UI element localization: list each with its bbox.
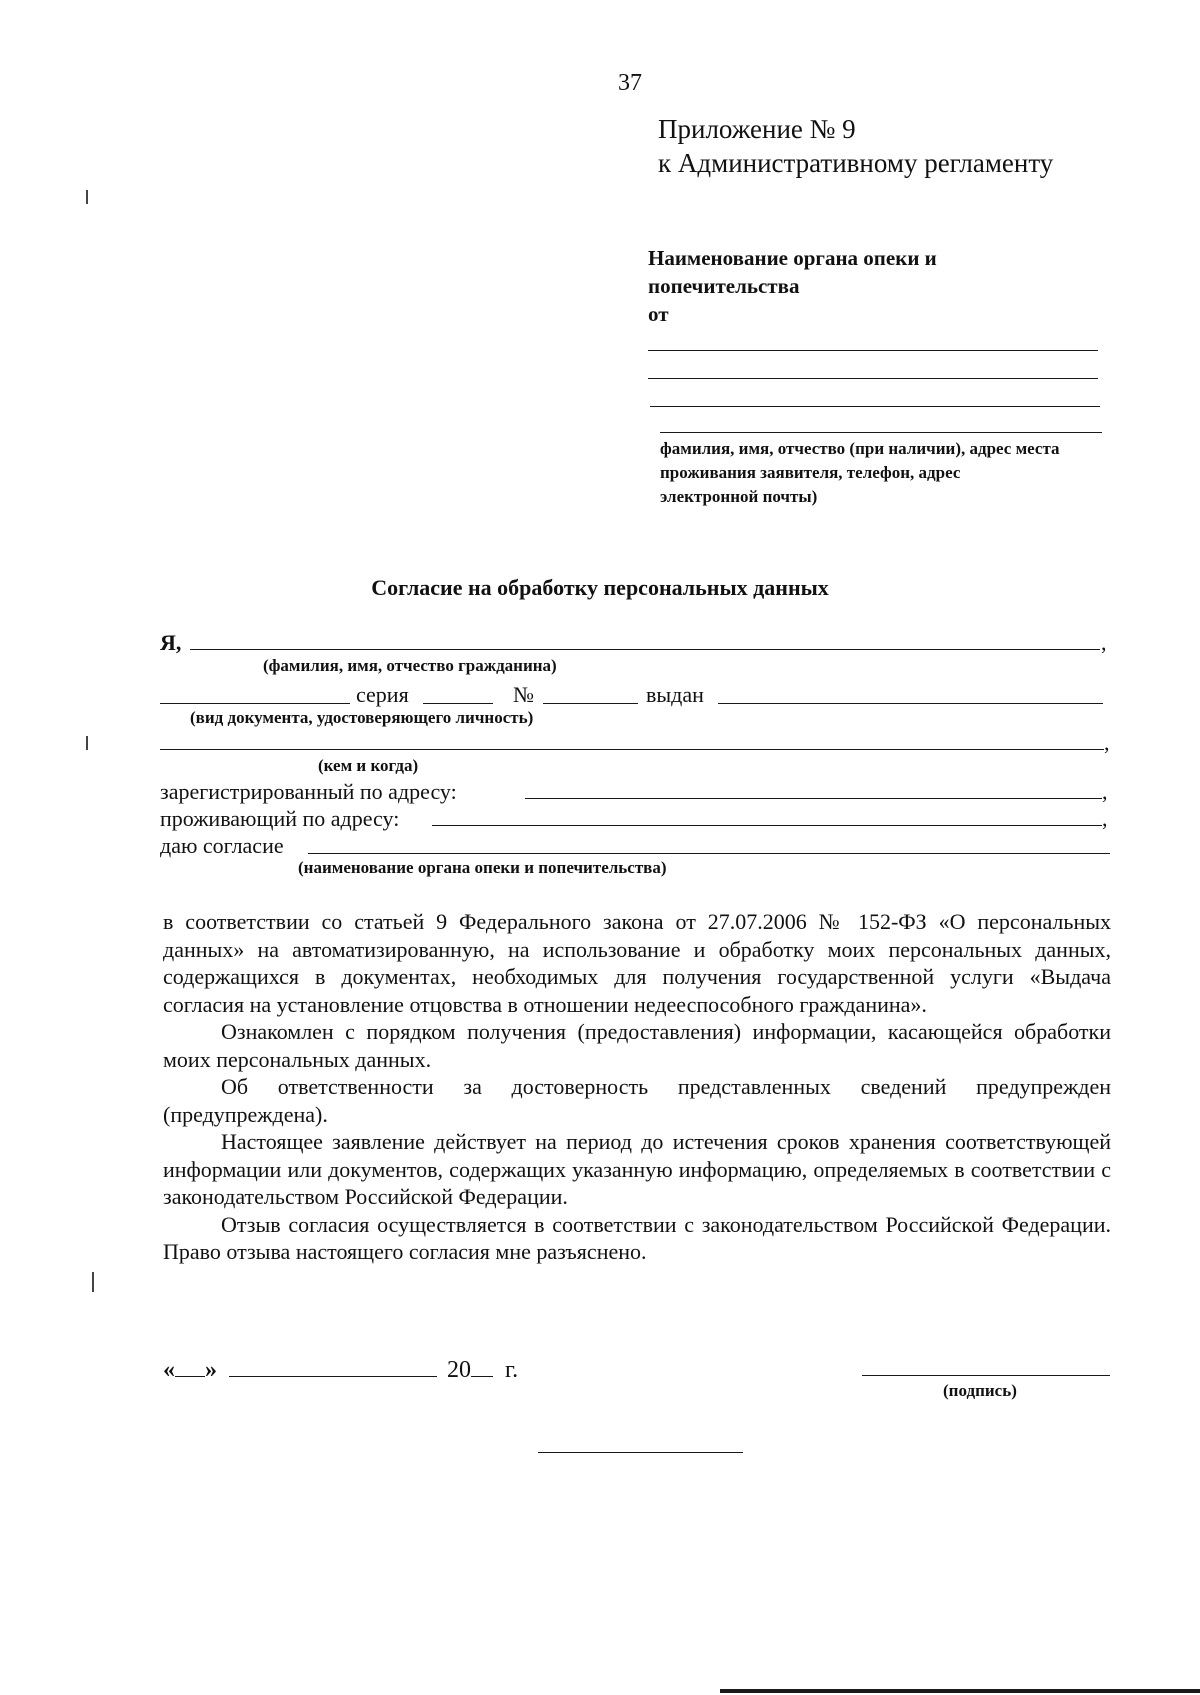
- issued-field-line[interactable]: [718, 703, 1103, 704]
- document-title: Согласие на обработку персональных данных: [371, 575, 829, 600]
- registered-label: зарегистрированный по адресу:: [160, 779, 457, 804]
- scan-mark-1: [86, 190, 88, 204]
- quote-open: «: [163, 1357, 175, 1383]
- appendix-line-1: Приложение № 9: [658, 114, 856, 144]
- applicant-blank-line-3[interactable]: [650, 406, 1100, 407]
- date-block: [163, 1357, 518, 1384]
- body-paragraph-3: Об ответственности за достоверность представленных сведений предупрежден (предупреждена).: [163, 1074, 1111, 1127]
- ya-label: Я,: [160, 630, 182, 655]
- body-paragraph-1: в соответствии со статьей 9 Федерального закона от 27.07.2006 № 152-ФЗ «О персональных данных» на автоматизированную, на использование и обработку моих персональных данных, содержащихся в документах, необходимых для получения государственной услуги «Выдача согласия на установление отцовства в отношении недееспособного гражданина».: [163, 909, 1111, 1017]
- scan-mark-2: [86, 736, 88, 750]
- signature-caption: (подпись): [943, 1381, 1017, 1400]
- addressee-line-1: Наименование органа опеки и: [648, 246, 937, 270]
- number-field-line[interactable]: [543, 703, 638, 704]
- issuer-caption: (кем и когда): [318, 756, 419, 775]
- appendix-heading: [658, 112, 1053, 180]
- issued-label: выдан: [646, 682, 704, 707]
- applicant-caption: [660, 437, 1060, 509]
- number-label: №: [513, 682, 534, 707]
- doc-caption: (вид документа, удостоверяющего личность): [190, 708, 534, 727]
- registered-comma: ,: [1102, 779, 1108, 804]
- applicant-blank-line-4[interactable]: [660, 432, 1102, 433]
- year-suffix: г.: [505, 1357, 519, 1383]
- fio-caption: (фамилия, имя, отчество гражданина): [263, 656, 557, 675]
- applicant-blank-line-1[interactable]: [648, 350, 1098, 351]
- body-paragraph-5: Отзыв согласия осуществляется в соответствии с законодательством Российской Федерации. Право отзыва настоящего согласия мне разъяснено.: [163, 1211, 1111, 1264]
- series-field-line[interactable]: [423, 703, 493, 704]
- year-prefix: 20: [447, 1357, 471, 1383]
- addressee-line-3: от: [648, 302, 669, 326]
- bottom-edge-line: [720, 1689, 1200, 1693]
- organ-caption: (наименование органа опеки и попечительства): [298, 858, 667, 877]
- applicant-caption-line-2: проживания заявителя, телефон, адрес: [660, 463, 961, 482]
- body-paragraph-2: Ознакомлен с порядком получения (предоставления) информации, касающейся обработки моих персональных данных.: [163, 1019, 1111, 1072]
- applicant-caption-line-3: электронной почты): [660, 487, 818, 506]
- residing-address-line[interactable]: [432, 825, 1102, 826]
- issuer-comma: ,: [1104, 730, 1110, 755]
- doc-type-field-line[interactable]: [160, 703, 350, 704]
- page-number: 37: [618, 70, 642, 96]
- body-paragraph-4: Настоящее заявление действует на период до истечения сроков хранения соответствующей информации или документов, содержащих указанную информацию, определяемых в соответствии с законодательством Российской Федерации.: [163, 1129, 1111, 1209]
- signature-field-line[interactable]: [862, 1375, 1110, 1376]
- applicant-caption-line-1: фамилия, имя, отчество (при наличии), адрес места: [660, 439, 1060, 458]
- applicant-blank-line-2[interactable]: [648, 378, 1098, 379]
- day-field[interactable]: [175, 1358, 205, 1377]
- consent-body: [163, 908, 1111, 1266]
- series-label: серия: [356, 682, 409, 707]
- scan-mark-3: [92, 1272, 94, 1292]
- consent-label: даю согласие: [160, 833, 284, 858]
- residing-label: проживающий по адресу:: [160, 806, 400, 831]
- month-field[interactable]: [229, 1358, 437, 1377]
- addressee-line-2: попечительства: [648, 274, 800, 298]
- quote-close: »: [205, 1357, 217, 1383]
- fio-comma: ,: [1101, 630, 1107, 655]
- year-field[interactable]: [471, 1358, 493, 1377]
- fio-field-line[interactable]: [190, 649, 1100, 650]
- addressee-block: [648, 244, 937, 328]
- registered-address-line[interactable]: [525, 798, 1102, 799]
- residing-comma: ,: [1102, 806, 1108, 831]
- organ-field-line[interactable]: [308, 853, 1110, 854]
- appendix-line-2: к Административному регламенту: [658, 148, 1054, 178]
- closing-separator: [538, 1452, 743, 1453]
- issuer-field-line[interactable]: [160, 749, 1104, 750]
